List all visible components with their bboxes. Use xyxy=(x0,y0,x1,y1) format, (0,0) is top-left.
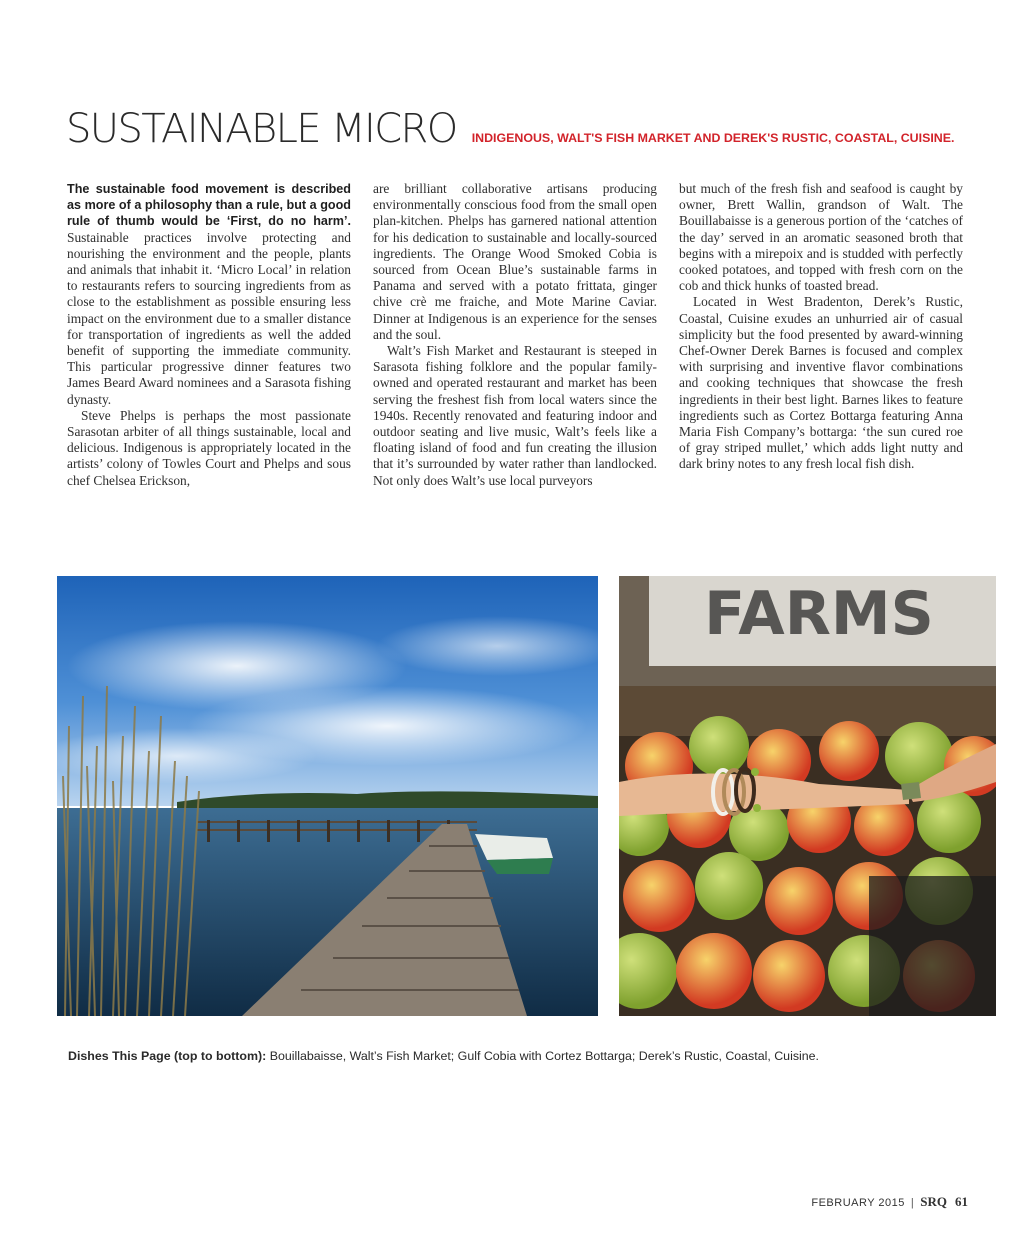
farms-sign-text: FARMS xyxy=(704,579,934,649)
article-paragraph xyxy=(67,181,351,408)
headline-title: SUSTAINABLE MICRO xyxy=(66,106,457,152)
article-column-3 xyxy=(679,181,963,511)
page-folio xyxy=(760,1194,968,1210)
article-column-2 xyxy=(373,181,657,511)
lake-dock-illustration xyxy=(57,576,598,1016)
article-paragraph: are brilliant collaborative artisans producing environmentally conscious food from the small open plan-kitchen. Phelps has garnered national attention for his dedication to sustainable and locally-sourced ingredients. The Orange Wood Smoked Cobia is sourced from Ocean Blue’s sustainable farms in Panama and served with a potato frittata, ginger chive crè me fraiche, and Mote Marine Caviar. Dinner at Indigenous is an experience for the senses and the soul. xyxy=(373,181,657,342)
article-lead: The sustainable food movement is described as more of a philosophy than a rule, but a good rule of thumb would be ‘First, do no harm’. xyxy=(67,182,351,229)
issue-date: FEBRUARY 2015 xyxy=(811,1197,905,1209)
caption-text: Bouillabaisse, Walt’s Fish Market; Gulf Cobia with Cortez Bottarga; Derek’s Rustic, Coastal, Cuisine. xyxy=(266,1049,819,1063)
article-column-1 xyxy=(67,181,351,511)
lake-dock-photo xyxy=(57,576,598,1016)
article-paragraph: Located in West Bradenton, Derek’s Rustic, Coastal, Cuisine exudes an unhurried air of casual simplicity but the food presented by award-winning Chef-Owner Derek Barnes is focused and complex with surprising and inventive flavor combinations and cooking techniques that showcase the fresh ingredients in their best light. Barnes likes to feature ingredients such as Cortez Bottarga featuring Anna Maria Fish Company’s bottarga: ‘the sun cured roe of gray striped mullet,’ which adds light nutty and dark briny notes to any fresh local fish dish. xyxy=(679,294,963,472)
article-paragraph: Steve Phelps is perhaps the most passionate Sarasotan arbiter of all things sustainable, local and delicious. Indigenous is appropriately located in the artists’ colony of Towles Court and Phelps and sous chef Chelsea Erickson, xyxy=(67,407,351,488)
caption-label: Dishes This Page (top to bottom): xyxy=(68,1049,267,1063)
article-paragraph: but much of the fresh fish and seafood is caught by owner, Brett Wallin, grandson of Walt. The Bouillabaisse is a generous portion of the ‘catches of the day’ served in an aromatic seasoned broth that begins with a mirepoix and is studded with perfectly cooked potatoes, and topped with fresh corn on the cob and thick hunks of toasted bread. xyxy=(679,181,963,294)
article-text: Sustainable practices involve protecting and nourishing the environment and the people, plants and animals that inhabit it. ‘Micro Local’ in relation to restaurants refers to sourcing ingredients from as close to the establishment as possible ensuring less impact on the environment due to a smaller distance for transportation of ingredients as well the added benefit of supporting the immediate community. This particular progressive dinner features two James Beard Award nominees and a Sarasota fishing dynasty. xyxy=(67,229,351,407)
magazine-name: SRQ xyxy=(920,1194,947,1209)
headline-deck: INDIGENOUS, WALT'S FISH MARKET AND DEREK'S RUSTIC, COASTAL, CUISINE. xyxy=(471,131,955,145)
page-number: 61 xyxy=(955,1194,968,1209)
farmers-market-photo xyxy=(619,576,996,1016)
article-paragraph: Walt’s Fish Market and Restaurant is steeped in Sarasota fishing folklore and the popular family-owned and operated restaurant and market has been serving the freshest fish from local waters since the 1940s. Recently renovated and featuring indoor and outdoor seating and live music, Walt’s feels like a floating island of food and fun creating the illusion that it’s surrounded by water rather than landlocked. Not only does Walt’s use local purveyors xyxy=(373,343,657,488)
photo-caption xyxy=(68,1047,968,1065)
headline xyxy=(66,104,966,154)
folio-separator: | xyxy=(910,1197,915,1209)
farmers-market-illustration xyxy=(619,576,996,1016)
